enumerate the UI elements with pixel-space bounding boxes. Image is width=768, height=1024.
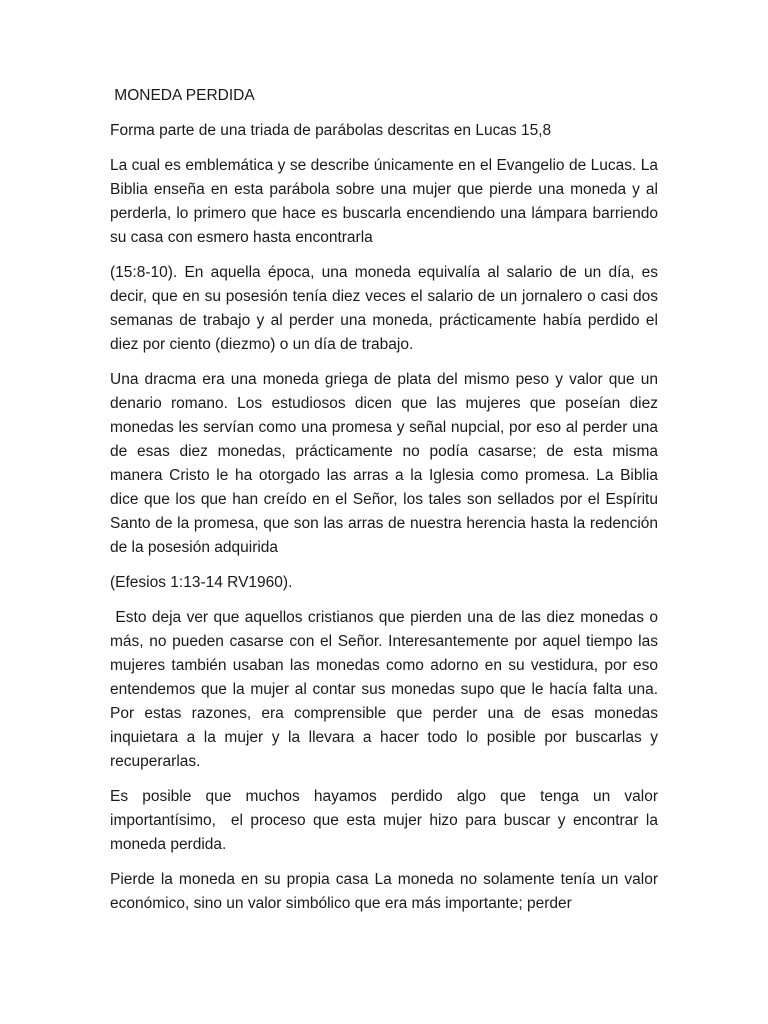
paragraph-intro: Forma parte de una triada de parábolas descritas en Lucas 15,8 [110,122,552,139]
paragraph-dracma: Una dracma era una moneda griega de plata del mismo peso y valor que un denario romano. Los estudiosos dicen que las mujeres que poseían diez monedas les servían como una promesa y señal nupcial, por eso al perder una de esas diez monedas, prácticamente no podía casarse; de esta misma manera Cristo le ha otorgado las arras a la Iglesia como promesa. La Biblia dice que los que han creído en el Señor, los tales son sellados por el Espíritu Santo de la promesa, que son las arras de nuestra herencia hasta la redención de la posesión adquirida [110,371,658,556]
paragraph-emblematic: La cual es emblemática y se describe únicamente en el Evangelio de Lucas. La Biblia enseña en esta parábola sobre una mujer que pierde una moneda y al perderla, lo primero que hace es buscarla encendiendo una lámpara barriendo su casa con esmero hasta encontrarla [110,157,658,246]
document-title: MONEDA PERDIDA [110,87,255,104]
paragraph-lost-at-home: Pierde la moneda en su propia casa La moneda no solamente tenía un valor económico, sino un valor simbólico que era más importante; perder [110,871,658,912]
paragraph-coin-value: (15:8-10). En aquella época, una moneda equivalía al salario de un día, es decir, que en su posesión tenía diez veces el salario de un jornalero o casi dos semanas de trabajo y al perder una moneda, prácticamente había perdido el diez por ciento (diezmo) o un día de trabajo. [110,264,658,353]
document-body [110,84,663,916]
paragraph-christians: Esto deja ver que aquellos cristianos que pierden una de las diez monedas o más, no pueden casarse con el Señor. Interesantemente por aquel tiempo las mujeres también usaban las monedas como adorno en su vestidura, por eso entendemos que la mujer al contar sus monedas supo que le hacía falta una. Por estas razones, era comprensible que perder una de esas monedas inquietara a la mujer y la llevara a hacer todo lo posible por buscarlas y recuperarlas. [110,609,663,770]
paragraph-lost-value: Es posible que muchos hayamos perdido algo que tenga un valor importantísimo, el proceso que esta mujer hizo para buscar y encontrar la moneda perdida. [110,788,663,853]
paragraph-reference: (Efesios 1:13-14 RV1960). [110,574,293,591]
